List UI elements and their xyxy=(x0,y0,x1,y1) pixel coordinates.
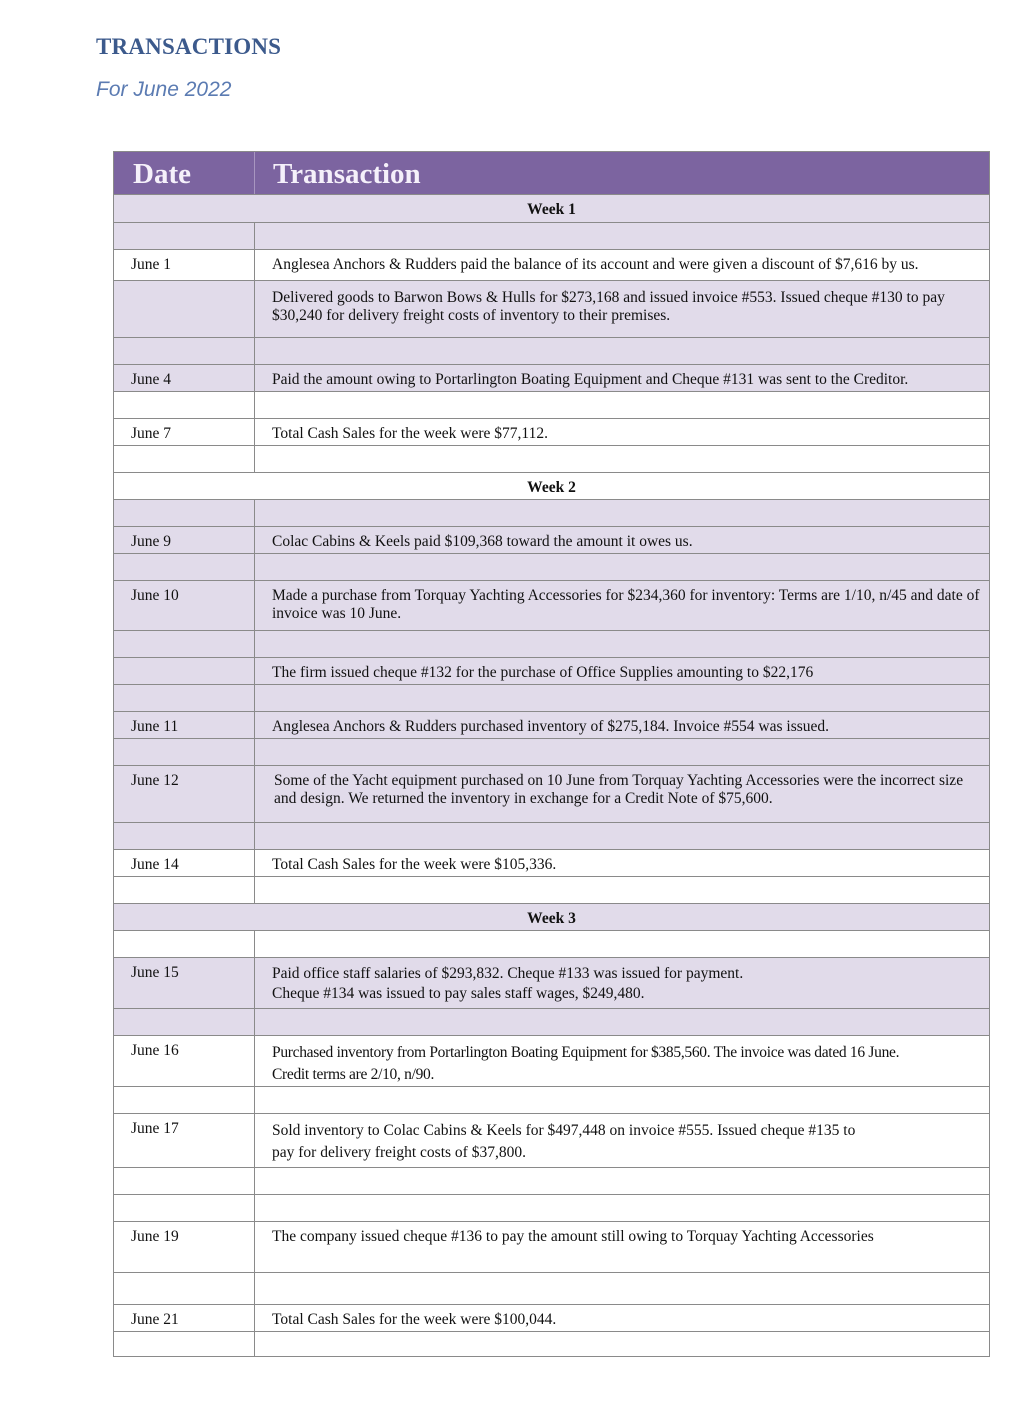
table-row xyxy=(114,580,989,630)
transactions-table xyxy=(113,151,990,1357)
row-transaction-line2: pay for delivery freight costs of $37,800. xyxy=(272,1144,526,1161)
row-transaction xyxy=(255,1114,989,1167)
row-transaction: Colac Cabins & Keels paid $109,368 toward the amount it owes us. xyxy=(272,533,693,550)
table-row-spacer xyxy=(114,1008,989,1035)
table-row-spacer xyxy=(114,1086,989,1113)
row-transaction: Made a purchase from Torquay Yachting Accessories for $234,360 for inventory: Terms are 1/10, n/45 and date of invoice was 10 June. xyxy=(272,587,980,622)
table-row xyxy=(114,1304,989,1331)
row-transaction: Total Cash Sales for the week were $100,044. xyxy=(272,1311,557,1328)
table-row-spacer xyxy=(114,445,989,472)
table-row-spacer xyxy=(114,630,989,657)
table-row-spacer xyxy=(114,1272,989,1304)
row-transaction: The company issued cheque #136 to pay the amount still owing to Torquay Yachting Accessories xyxy=(272,1228,874,1245)
row-date xyxy=(114,281,255,337)
table-row xyxy=(114,765,989,822)
row-date: June 16 xyxy=(114,1036,255,1086)
table-row-spacer xyxy=(114,1167,989,1194)
row-date: June 11 xyxy=(114,712,255,738)
table-row xyxy=(114,1221,989,1272)
row-date: June 12 xyxy=(114,766,255,822)
week-header: Week 1 xyxy=(114,194,989,222)
row-date: June 21 xyxy=(114,1305,255,1331)
row-transaction: Total Cash Sales for the week were $77,112. xyxy=(272,425,548,442)
table-row-spacer xyxy=(114,684,989,711)
table-row-spacer xyxy=(114,738,989,765)
row-date: June 15 xyxy=(114,958,255,1008)
table-row xyxy=(114,957,989,1008)
table-row xyxy=(114,657,989,684)
table-row xyxy=(114,849,989,876)
row-date: June 17 xyxy=(114,1114,255,1167)
table-row xyxy=(114,526,989,553)
table-row-spacer xyxy=(114,499,989,526)
row-date xyxy=(114,658,255,684)
week-header: Week 3 xyxy=(114,903,989,930)
row-date: June 19 xyxy=(114,1222,255,1272)
column-header-transaction: Transaction xyxy=(273,158,421,190)
row-transaction-line1: Purchased inventory from Portarlington Boating Equipment for $385,560. The invoice was dated 16 June. xyxy=(272,1044,900,1061)
page-title: TRANSACTIONS xyxy=(96,34,282,59)
row-date: June 14 xyxy=(114,850,255,876)
table-row xyxy=(114,418,989,445)
row-date: June 4 xyxy=(114,365,255,391)
table-row xyxy=(114,1035,989,1086)
row-transaction: Total Cash Sales for the week were $105,336. xyxy=(272,856,557,873)
row-transaction xyxy=(255,1036,989,1086)
table-row-spacer xyxy=(114,876,989,903)
table-header xyxy=(114,152,989,194)
row-transaction: Paid the amount owing to Portarlington Boating Equipment and Cheque #131 was sent to the Creditor. xyxy=(272,371,909,388)
row-transaction: Delivered goods to Barwon Bows & Hulls for $273,168 and issued invoice #553. Issued cheque #130 to pay $30,240 for delivery freight costs of inventory to their premises. xyxy=(272,289,945,324)
row-date: June 7 xyxy=(114,419,255,445)
row-date: June 9 xyxy=(114,527,255,553)
table-row-spacer xyxy=(114,553,989,580)
table-row xyxy=(114,364,989,391)
row-transaction-line2: Cheque #134 was issued to pay sales staff wages, $249,480. xyxy=(272,985,645,1002)
page-subtitle: For June 2022 xyxy=(96,78,232,101)
column-header-date: Date xyxy=(114,152,255,194)
table-row-spacer xyxy=(114,391,989,418)
row-transaction: Anglesea Anchors & Rudders purchased inventory of $275,184. Invoice #554 was issued. xyxy=(272,718,830,735)
row-transaction: Anglesea Anchors & Rudders paid the balance of its account and were given a discount of $7,616 by us. xyxy=(272,256,919,273)
row-date: June 1 xyxy=(114,250,255,280)
row-transaction: Some of the Yacht equipment purchased on 10 June from Torquay Yachting Accessories were the incorrect size and design. We returned the inventory in exchange for a Credit Note of $75,600. xyxy=(274,772,964,807)
table-row xyxy=(114,1113,989,1167)
row-transaction-line1: Sold inventory to Colac Cabins & Keels for $497,448 on invoice #555. Issued cheque #135 to xyxy=(272,1122,856,1139)
row-transaction-line1: Paid office staff salaries of $293,832. Cheque #133 was issued for payment. xyxy=(272,965,744,982)
row-transaction: The firm issued cheque #132 for the purchase of Office Supplies amounting to $22,176 xyxy=(272,664,814,681)
table-row xyxy=(114,711,989,738)
row-date: June 10 xyxy=(114,581,255,630)
row-transaction-line2: Credit terms are 2/10, n/90. xyxy=(272,1066,435,1083)
table-row-spacer xyxy=(114,1194,989,1221)
table-row-spacer xyxy=(114,822,989,849)
table-row xyxy=(114,249,989,280)
table-row-spacer xyxy=(114,1331,989,1356)
table-row-spacer xyxy=(114,337,989,364)
week-header: Week 2 xyxy=(114,472,989,499)
row-transaction xyxy=(255,958,989,1008)
table-row-spacer xyxy=(114,930,989,957)
table-row-spacer xyxy=(114,222,989,249)
table-row xyxy=(114,280,989,337)
